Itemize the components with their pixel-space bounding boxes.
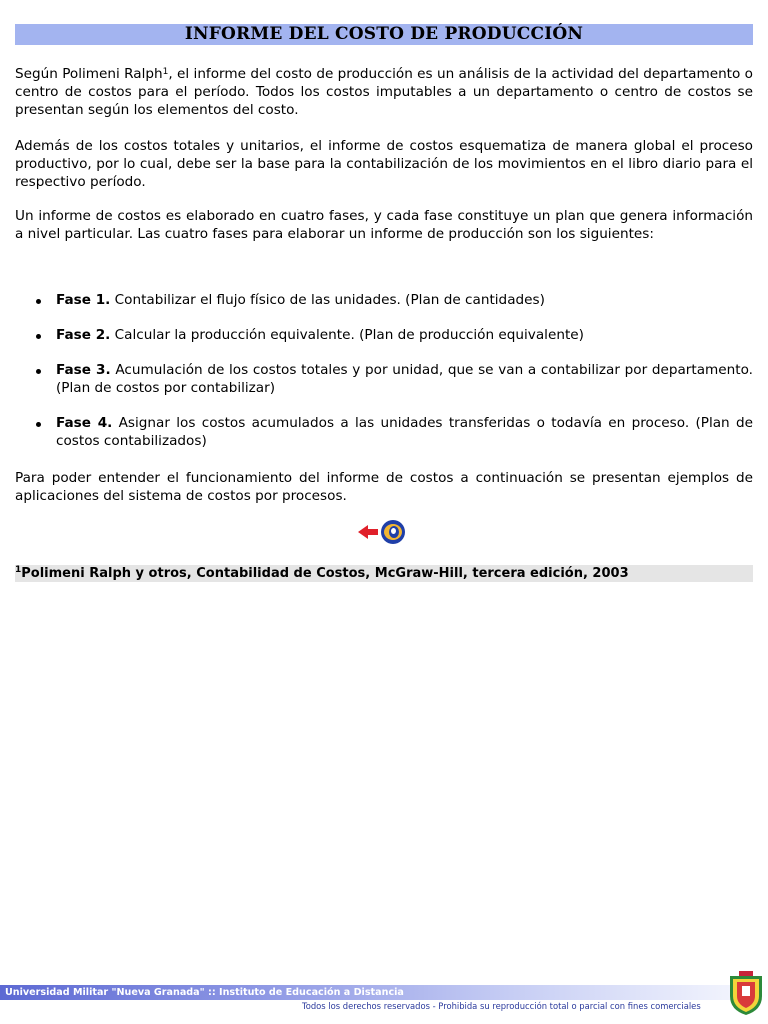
footer-institution: Universidad Militar "Nueva Granada" :: Instituto de Educación a Distancia xyxy=(0,985,730,1000)
phase-text: Contabilizar el flujo físico de las unidades. (Plan de cantidades) xyxy=(110,292,545,308)
paragraph-costs: Además de los costos totales y unitarios, el informe de costos esquematiza de manera global el proceso productivo, por lo cual, debe ser la base para la contabilización de los movimientos en el libro diario para el respectivo período. xyxy=(15,138,753,190)
paragraph-closing: Para poder entender el funcionamiento del informe de costos a continuación se presentan ejemplos de aplicaciones del sistema de costos por procesos. xyxy=(15,470,753,504)
list-item xyxy=(15,361,753,397)
university-crest-icon xyxy=(727,970,765,1016)
back-arrow-icon[interactable] xyxy=(356,518,412,546)
phase-label: Fase 2. xyxy=(56,327,111,343)
footnote-reference[interactable]: 1 xyxy=(162,67,169,77)
footnote-text: Polimeni Ralph y otros, Contabilidad de Costos, McGraw-Hill, tercera edición, 2003 xyxy=(21,566,629,581)
phases-list xyxy=(15,291,753,467)
footer-rights: Todos los derechos reservados - Prohibida su reproducción total o parcial con fines comerciales xyxy=(302,1001,701,1011)
footnote xyxy=(15,565,753,582)
intro-paragraph xyxy=(15,65,753,119)
bullet-icon xyxy=(36,299,41,304)
page-title: INFORME DEL COSTO DE PRODUCCIÓN xyxy=(15,24,753,45)
list-item xyxy=(15,326,753,344)
phase-label: Fase 1. xyxy=(56,292,111,308)
list-item xyxy=(15,291,753,309)
paragraph-phases-intro: Un informe de costos es elaborado en cuatro fases, y cada fase constituye un plan que genera información a nivel particular. Las cuatro fases para elaborar un informe de producción son los siguientes: xyxy=(15,208,753,242)
phase-label: Fase 4. xyxy=(56,415,113,431)
phase-text: Acumulación de los costos totales y por unidad, que se van a contabilizar por departamento. (Plan de costos por contabilizar) xyxy=(56,362,753,396)
intro-text-start: Según Polimeni Ralph xyxy=(15,66,163,82)
phase-text: Calcular la producción equivalente. (Plan de producción equivalente) xyxy=(110,327,584,343)
phase-label: Fase 3. xyxy=(56,362,111,378)
footnote-number: 1 xyxy=(15,565,22,575)
phase-text: Asignar los costos acumulados a las unidades transferidas o todavía en proceso. (Plan de costos contabilizados) xyxy=(56,415,753,449)
bullet-icon xyxy=(36,422,41,427)
list-item xyxy=(15,414,753,450)
bullet-icon xyxy=(36,334,41,339)
bullet-icon xyxy=(36,369,41,374)
intro-text-end: , el informe del costo de producción es un análisis de la actividad del departamento o centro de costos para el período. Todos los costos imputables a un departamento o centro de costos se presentan según los elementos del costo. xyxy=(15,66,753,118)
